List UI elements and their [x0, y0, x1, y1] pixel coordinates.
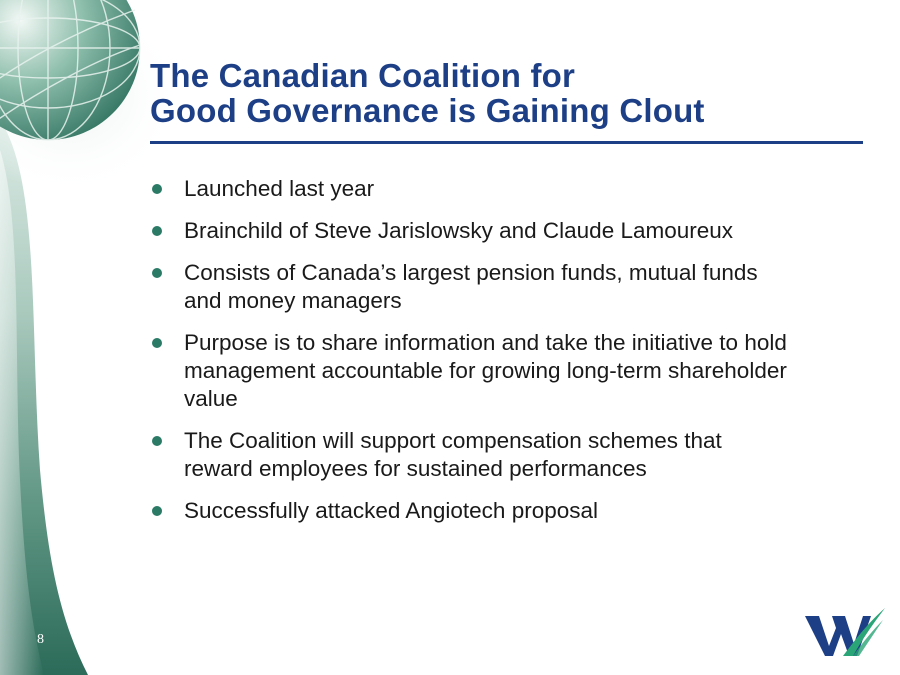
slide-title-line-1: The Canadian Coalition for — [150, 57, 576, 94]
bullet-dot-icon — [152, 338, 162, 348]
bullet-item — [150, 175, 870, 203]
bullet-text: Launched last year — [184, 176, 375, 201]
bullet-item — [150, 427, 870, 483]
bullet-text: Purpose is to share information and take the initiative to hold — [184, 330, 787, 355]
bullet-text: Consists of Canada’s largest pension funds, mutual funds — [184, 260, 758, 285]
bullet-item — [150, 497, 870, 525]
page-number: 8 — [37, 632, 44, 647]
slide-title-line-2: Good Governance is Gaining Clout — [150, 92, 705, 129]
bullet-dot-icon — [152, 226, 162, 236]
bullet-text: reward employees for sustained performances — [184, 456, 647, 481]
bullet-text: Brainchild of Steve Jarislowsky and Claude Lamoureux — [184, 218, 734, 243]
bullet-text: The Coalition will support compensation schemes that — [184, 428, 722, 453]
bullet-item — [150, 217, 870, 245]
bullet-text: and money managers — [184, 288, 402, 313]
bullet-dot-icon — [152, 436, 162, 446]
bullet-dot-icon — [152, 506, 162, 516]
title-underline — [150, 141, 863, 144]
bullet-item — [150, 259, 870, 315]
bullet-dot-icon — [152, 184, 162, 194]
bullet-text: Successfully attacked Angiotech proposal — [184, 498, 598, 523]
slide-title — [150, 58, 705, 128]
globe-icon — [0, 0, 160, 160]
bullet-text: value — [184, 386, 238, 411]
bullet-dot-icon — [152, 268, 162, 278]
bullet-item — [150, 329, 870, 413]
bullet-list — [150, 175, 870, 539]
bullet-text: management accountable for growing long-term shareholder — [184, 358, 787, 383]
company-logo-icon — [803, 606, 887, 660]
